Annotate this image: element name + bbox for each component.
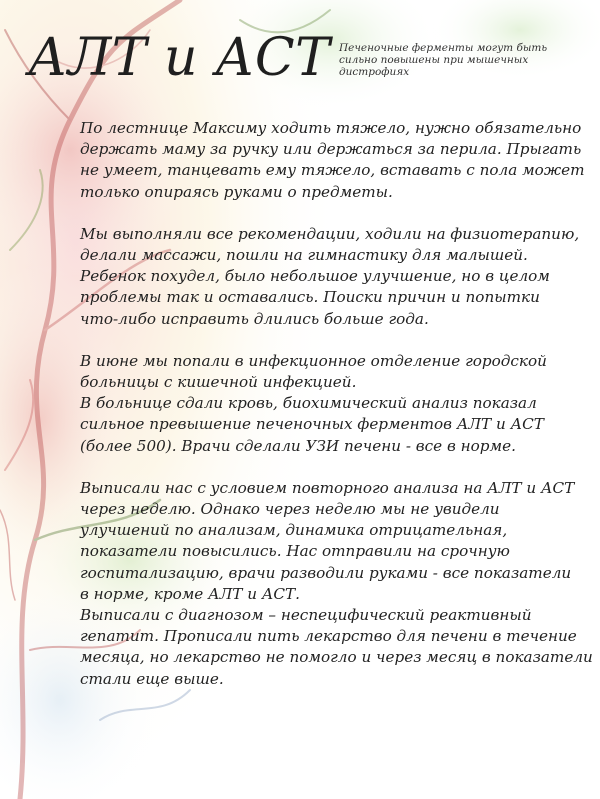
text-line: больницы с кишечной инфекцией. xyxy=(80,373,357,392)
text-line: показатели повысились. Нас отправили на срочную xyxy=(80,542,510,561)
text-line: гепатит. Прописали пить лекарство для печени в течение xyxy=(80,627,577,646)
text-line: Выписали с диагнозом – неспецифический реактивный xyxy=(80,606,532,625)
text-line: делали массажи, пошли на гимнастику для малышей. xyxy=(80,246,528,265)
subtitle-line: Печеночные ферменты могут быть xyxy=(339,42,548,54)
text-line: что-либо исправить длились больше года. xyxy=(80,309,429,328)
text-line: через неделю. Однако через неделю мы не увидели xyxy=(80,500,500,519)
page-subtitle xyxy=(339,42,569,78)
text-line: только опираясь руками о предметы. xyxy=(80,182,393,201)
page-header xyxy=(0,0,600,110)
paragraph xyxy=(80,118,600,203)
page-title: АЛТ и АСТ xyxy=(28,28,331,88)
text-line: улучшений по анализам, динамика отрицательная, xyxy=(80,521,508,540)
text-line: Ребенок похудел, было небольшое улучшение, но в целом xyxy=(80,267,550,286)
text-line: По лестнице Максиму ходить тяжело, нужно обязательно xyxy=(80,119,582,137)
text-line: в норме, кроме АЛТ и АСТ. xyxy=(80,584,300,603)
subtitle-line: дистрофиях xyxy=(339,66,410,78)
text-line: Выписали нас с условием повторного анализа на АЛТ и АСТ xyxy=(80,478,575,497)
text-line: В июне мы попали в инфекционное отделение городской xyxy=(80,351,547,370)
text-line: В больнице сдали кровь, биохимический анализ показал xyxy=(80,394,537,413)
text-line: держать маму за ручку или держаться за перила. Прыгать xyxy=(80,140,582,159)
subtitle-line: сильно повышены при мышечных xyxy=(339,54,529,66)
text-line: Мы выполняли все рекомендации, ходили на физиотерапию, xyxy=(80,224,580,243)
paragraph xyxy=(80,224,600,330)
text-line: проблемы так и оставались. Поиски причин и попытки xyxy=(80,288,540,307)
text-line: госпитализацию, врачи разводили руками - все показатели xyxy=(80,563,572,582)
text-line: (более 500). Врачи сделали УЗИ печени - все в норме. xyxy=(80,436,516,455)
text-line: сильное превышение печеночных ферментов АЛТ и АСТ xyxy=(80,415,544,434)
article-body xyxy=(80,118,600,690)
paragraph xyxy=(80,478,600,690)
text-line: месяца, но лекарство не помогло и через месяц в показатели xyxy=(80,648,593,667)
paragraph xyxy=(80,351,600,457)
text-line: стали еще выше. xyxy=(80,669,224,688)
text-line: не умеет, танцевать ему тяжело, вставать с пола может xyxy=(80,161,585,180)
